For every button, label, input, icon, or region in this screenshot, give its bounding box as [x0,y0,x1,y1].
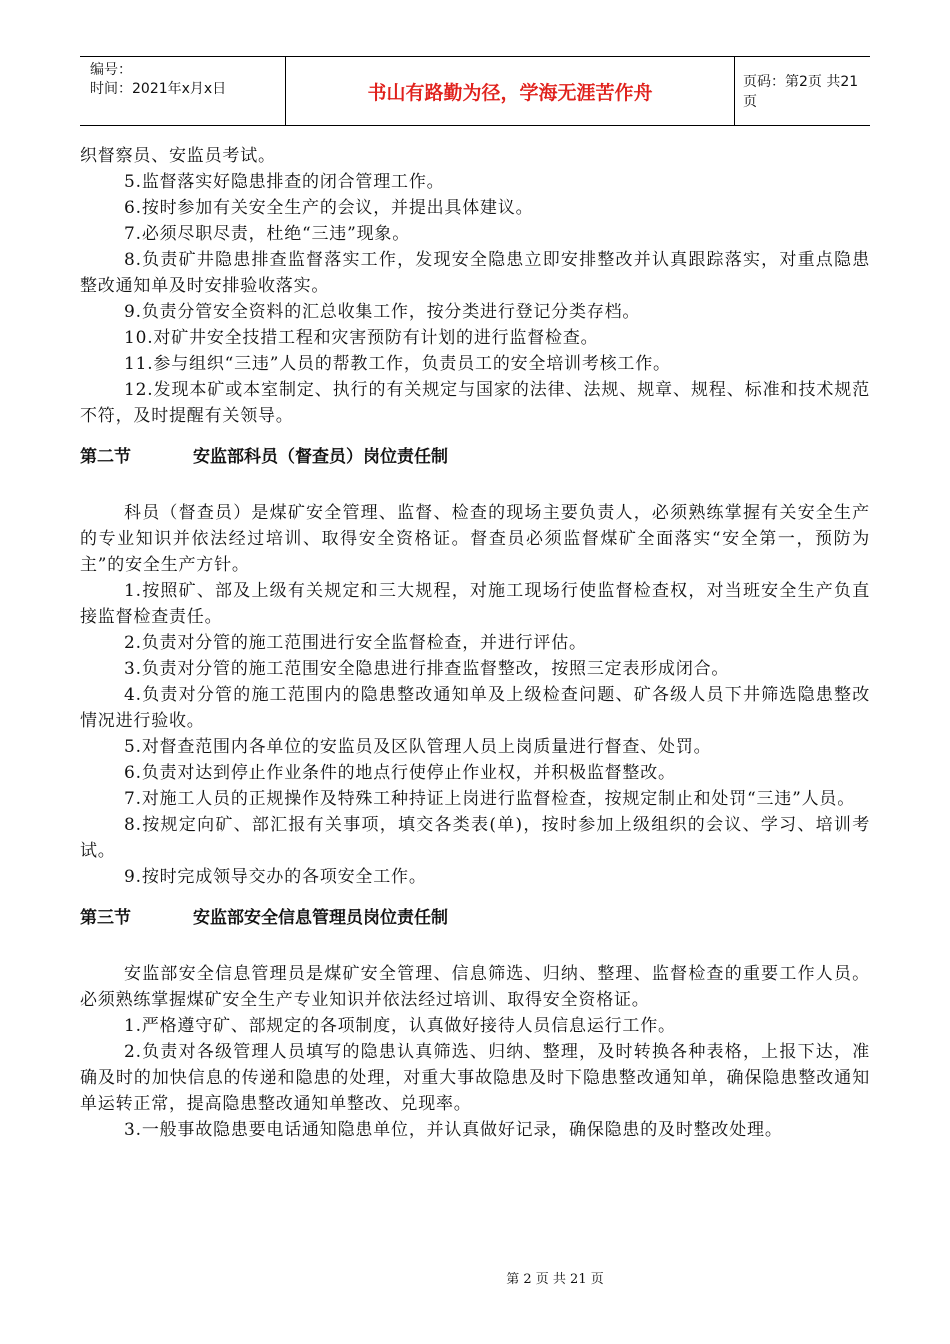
time-label: 时间：2021年x月x日 [90,81,227,97]
section3-title: 安监部安全信息管理员岗位责任制 [193,908,448,928]
section2-item: 8.按规定向矿、部汇报有关事项，填交各类表(单)，按时参加上级组织的会议、学习、培训考试。 [80,815,870,861]
serial-label: 编号： [90,62,132,78]
section2-item: 5.对督查范围内各单位的安监员及区队管理人员上岗质量进行督查、处罚。 [124,737,712,757]
section1-item: 9.负责分管安全资料的汇总收集工作，按分类进行登记分类存档。 [124,302,641,322]
section3-number: 第三节 [80,908,131,928]
section2-item: 3.负责对分管的施工范围安全隐患进行排查监督整改，按照三定表形成闭合。 [124,659,730,679]
header-meta [80,57,285,125]
section2-number: 第二节 [80,447,131,467]
section2-intro: 科员（督查员）是煤矿安全管理、监督、检查的现场主要负责人，必须熟练掌握有关安全生产的专业知识并依法经过培训、取得安全资格证。督查员必须监督煤矿全面落实“安全第一，预防为主”的安全生产方针。 [80,503,870,575]
section2-item: 9.按时完成领导交办的各项安全工作。 [124,867,427,887]
section2-item: 1.按照矿、部及上级有关规定和三大规程，对施工现场行使监督检查权，对当班安全生产负直接监督检查责任。 [80,581,870,627]
section2-item: 7.对施工人员的正规操作及特殊工种持证上岗进行监督检查，按规定制止和处罚“三违”人员。 [124,789,855,809]
section2-item: 4.负责对分管的施工范围内的隐患整改通知单及上级检查问题、矿各级人员下井筛选隐患整改情况进行验收。 [80,685,870,731]
section1-item: 12.发现本矿或本室制定、执行的有关规定与国家的法律、法规、规章、规程、标准和技术规范不符，及时提醒有关领导。 [80,380,870,426]
section3-intro: 安监部安全信息管理员是煤矿安全管理、信息筛选、归纳、整理、监督检查的重要工作人员。必须熟练掌握煤矿安全生产专业知识并依法经过培训、取得安全资格证。 [80,964,870,1010]
section2-title: 安监部科员（督查员）岗位责任制 [193,447,448,467]
page-header [80,56,870,126]
section1-continuation: 织督察员、安监员考试。 [80,146,276,166]
document-body [80,143,870,1143]
section2-item: 6.负责对达到停止作业条件的地点行使停止作业权，并积极监督整改。 [124,763,676,783]
section1-item: 8.负责矿井隐患排查监督落实工作，发现安全隐患立即安排整改并认真跟踪落实，对重点隐患整改通知单及时安排验收落实。 [80,250,870,296]
section3-heading [80,905,870,931]
section1-item: 11.参与组织“三违”人员的帮教工作，负责员工的安全培训考核工作。 [124,354,671,374]
section2-item: 2.负责对分管的施工范围进行安全监督检查，并进行评估。 [124,633,587,653]
section1-item: 5.监督落实好隐患排查的闭合管理工作。 [124,172,445,192]
section3-item: 2.负责对各级管理人员填写的隐患认真筛选、归纳、整理，及时转换各种表格，上报下达，准确及时的加快信息的传递和隐患的处理，对重大事故隐患及时下隐患整改通知单，确保隐患整改通知单运转正常，提高隐患整改通知单整改、兑现率。 [80,1042,870,1114]
section1-item: 6.按时参加有关安全生产的会议，并提出具体建议。 [124,198,534,218]
page-footer: 第 2 页 共 21 页 [506,1272,604,1287]
header-motto: 书山有路勤为径，学海无涯苦作舟 [285,57,735,125]
section3-item: 3.一般事故隐患要电话通知隐患单位，并认真做好记录，确保隐患的及时整改处理。 [124,1120,783,1140]
section1-item: 10.对矿井安全技措工程和灾害预防有计划的进行监督检查。 [124,328,599,348]
section3-item: 1.严格遵守矿、部规定的各项制度，认真做好接待人员信息运行工作。 [124,1016,676,1036]
section2-heading [80,444,870,470]
section1-item: 7.必须尽职尽责，杜绝“三违”现象。 [124,224,411,244]
header-page-label: 页码：第2页 共21页 [743,74,859,110]
